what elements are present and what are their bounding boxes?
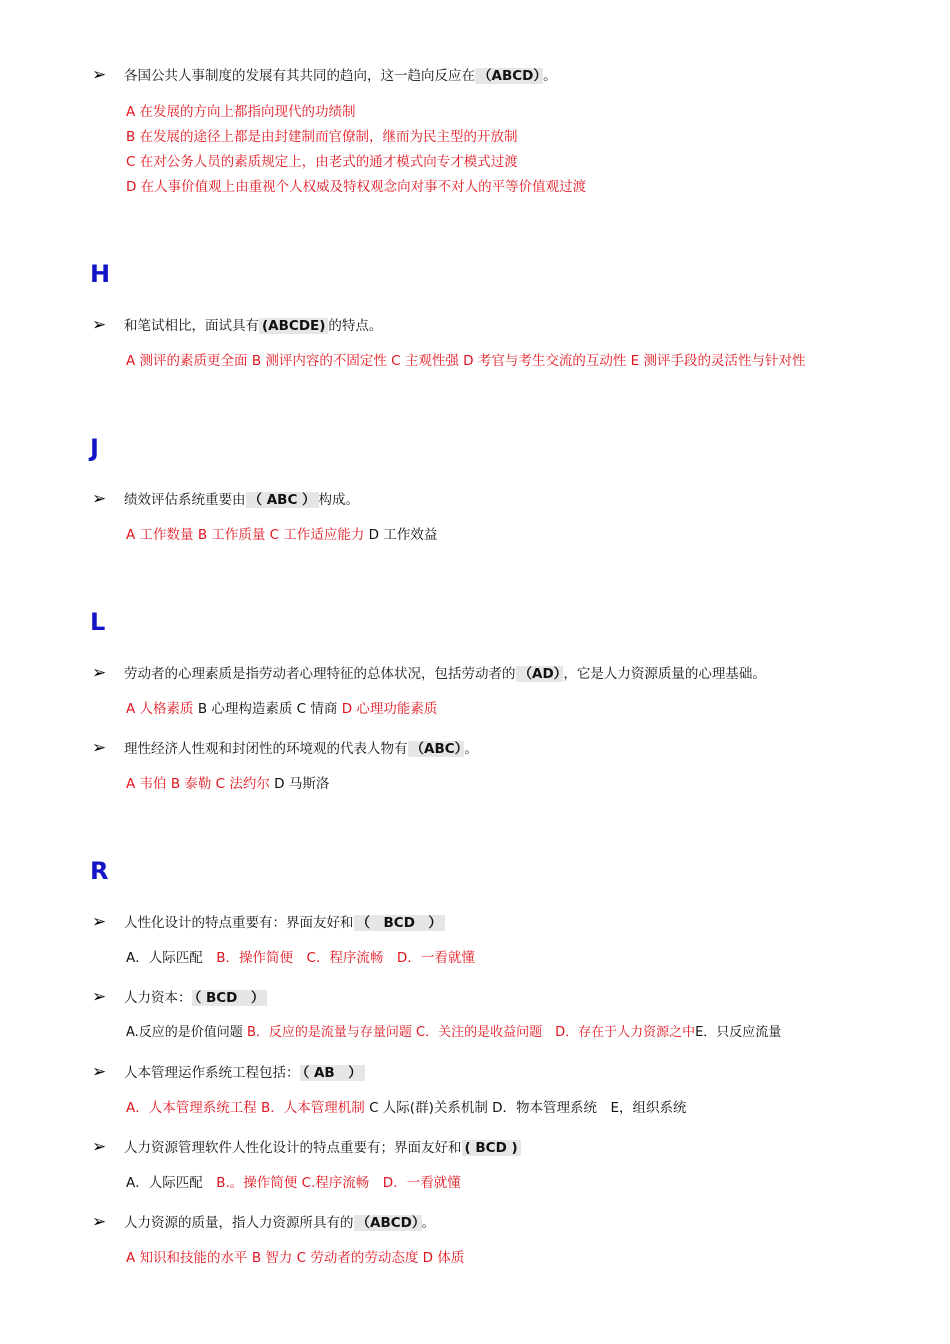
question-3 bbox=[92, 489, 932, 511]
answer-key: ( BCD ) bbox=[462, 1140, 521, 1156]
arrow-bullet-icon: ➢ bbox=[92, 65, 107, 85]
section-heading-l: L bbox=[90, 608, 106, 636]
question-text: 绩效评估系统重要由 （ ABC ） 构成。 bbox=[124, 492, 360, 508]
arrow-bullet-icon: ➢ bbox=[92, 1062, 107, 1082]
arrow-bullet-icon: ➢ bbox=[92, 738, 107, 758]
answer-key: （ABC） bbox=[408, 741, 465, 757]
question-1 bbox=[92, 65, 932, 87]
answer-key: （ABCD） bbox=[475, 68, 543, 84]
option-line: A 知识和技能的水平 B 智力 C 劳动者的劳动态度 D 体质 bbox=[126, 1250, 465, 1266]
question-2 bbox=[92, 315, 932, 337]
arrow-bullet-icon: ➢ bbox=[92, 987, 107, 1007]
question-text: 人力资源管理软件人性化设计的特点重要有；界面友好和 ( BCD ) bbox=[124, 1137, 521, 1159]
arrow-bullet-icon: ➢ bbox=[92, 663, 107, 683]
question-7 bbox=[92, 987, 932, 1009]
section-heading-h: H bbox=[90, 260, 111, 288]
section-heading-r: R bbox=[90, 857, 109, 885]
question-text: 人本管理运作系统工程包括： （ AB ） bbox=[124, 1062, 365, 1084]
question-text: 人力资源的质量，指人力资源所具有的 （ABCD） 。 bbox=[124, 1215, 436, 1231]
option-line: A．人本管理系统工程 B．人本管理机制 C 人际(群)关系机制 D．物本管理系统 E，组织系统 bbox=[126, 1100, 687, 1116]
arrow-bullet-icon: ➢ bbox=[92, 489, 107, 509]
option-line: A 工作数量 B 工作质量 C 工作适应能力 D 工作效益 bbox=[126, 527, 438, 543]
option-line: A 测评的素质更全面 B 测评内容的不固定性 C 主观性强 D 考官与考生交流的互动性 E 测评手段的灵活性与针对性 bbox=[126, 353, 806, 369]
answer-key: （ BCD ） bbox=[192, 990, 268, 1006]
question-8 bbox=[92, 1062, 932, 1084]
question-text: 劳动者的心理素质是指劳动者心理特征的总体状况，包括劳动者的 （AD） ，它是人力资源质量的心理基础。 bbox=[124, 666, 766, 682]
arrow-bullet-icon: ➢ bbox=[92, 1212, 107, 1232]
arrow-bullet-icon: ➢ bbox=[92, 315, 107, 335]
answer-key: （ ABC ） bbox=[246, 492, 319, 508]
option-line: A．人际匹配 B．操作简便 C．程序流畅 D．一看就懂 bbox=[126, 950, 475, 966]
option-line: A 韦伯 B 泰勒 C 法约尔 D 马斯洛 bbox=[126, 776, 330, 792]
option-line: A 人格素质 B 心理构造素质 C 情商 D 心理功能素质 bbox=[126, 701, 438, 717]
question-9 bbox=[92, 1137, 932, 1159]
question-text: 人力资本： （ BCD ） bbox=[124, 987, 267, 1009]
question-6 bbox=[92, 912, 932, 934]
section-heading-j: J bbox=[90, 434, 99, 462]
arrow-bullet-icon: ➢ bbox=[92, 1137, 107, 1157]
question-text: 和笔试相比，面试具有 (ABCDE) 的特点。 bbox=[124, 318, 383, 334]
answer-key: (ABCDE) bbox=[259, 318, 328, 334]
answer-key: （AD） bbox=[516, 666, 564, 682]
option-line: C 在对公务人员的素质规定上，由老式的通才模式向专才模式过渡 bbox=[126, 154, 518, 170]
question-text: 理性经济人性观和封闭性的环境观的代表人物有 （ABC） 。 bbox=[124, 741, 478, 757]
option-line: D 在人事价值观上由重视个人权威及特权观念向对事不对人的平等价值观过渡 bbox=[126, 179, 587, 195]
answer-key: （ BCD ） bbox=[354, 915, 445, 931]
option-line: A.反应的是价值问题 B．反应的是流量与存量问题 C．关注的是收益问题 D．存在于人力资源之中E．只反应流量 bbox=[126, 1025, 782, 1040]
question-text: 人性化设计的特点重要有：界面友好和 （ BCD ） bbox=[124, 912, 445, 934]
question-5 bbox=[92, 738, 932, 760]
question-10 bbox=[92, 1212, 932, 1234]
option-line: A．人际匹配 B.。操作简便 C.程序流畅 D．一看就懂 bbox=[126, 1175, 461, 1191]
option-line: A 在发展的方向上都指向现代的功绩制 bbox=[126, 104, 356, 120]
option-line: B 在发展的途径上都是由封建制而官僚制，继而为民主型的开放制 bbox=[126, 129, 518, 145]
question-text: 各国公共人事制度的发展有其共同的趋向，这一趋向反应在 （ABCD） 。 bbox=[124, 68, 557, 84]
answer-key: （ABCD） bbox=[354, 1215, 422, 1231]
question-4 bbox=[92, 663, 932, 685]
arrow-bullet-icon: ➢ bbox=[92, 912, 107, 932]
answer-key: （ AB ） bbox=[300, 1065, 365, 1081]
